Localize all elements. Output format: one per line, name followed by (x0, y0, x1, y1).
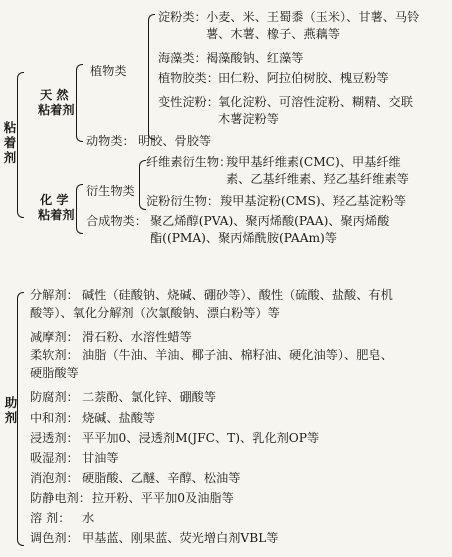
auxiliary-item-value: 酸等）、氧化分解剂（次氯酸钠、漂白粉等）等 (30, 306, 280, 320)
gum-value: 田仁粉、阿拉伯树胶、槐豆粉等 (218, 71, 389, 85)
auxiliary-brace (17, 292, 24, 546)
auxiliary-item-value: 拉开粉、平平加0及油脂等 (92, 491, 234, 505)
plant-brace (148, 14, 155, 140)
derivative-class: 衍生物类 (86, 184, 135, 198)
derivative-brace (139, 160, 146, 210)
auxiliary-item-value: 甲基蓝、刚果蓝、荧光增白剂VBL等 (82, 531, 279, 545)
auxiliary-item-value: 烧碱、盐酸等 (82, 411, 156, 425)
natural-line2: 粘着剂 (38, 103, 75, 117)
starch-deriv-label: 淀粉衍生物： (146, 194, 220, 208)
auxiliary-item-value: 硬脂酸等 (30, 366, 79, 380)
algae-label: 海藻类： (158, 51, 207, 65)
cellulose-line2: 素、乙基纤维素、羟乙基纤维素等 (226, 172, 409, 186)
chemical-line2: 粘着剂 (38, 208, 75, 222)
modified-line2: 木薯淀粉等 (218, 112, 279, 126)
auxiliary-item-label: 中和剂： (30, 411, 79, 425)
auxiliary-item-value: 滑石粉、水溶性蜡等 (82, 330, 192, 344)
auxiliary-item-label: 调色剂： (30, 531, 79, 545)
auxiliary-item-label: 浸透剂： (30, 431, 79, 445)
auxiliary-item-value: 二萘酚、氯化锌、硼酸等 (82, 390, 217, 404)
starch-deriv-value: 羧甲基淀粉(CMS)、羟乙基淀粉等 (220, 194, 406, 208)
root-auxiliary: 助剂 (4, 395, 18, 425)
auxiliary-item-label: 柔软剂： (30, 348, 79, 362)
auxiliary-item-label: 吸湿剂： (30, 451, 79, 465)
chemical-brace (76, 184, 83, 234)
natural-brace (76, 64, 83, 142)
auxiliary-item-label: 防腐剂： (30, 390, 79, 404)
starch-line2: 薯、木薯、橡子、燕藕等 (206, 27, 341, 41)
algae-value: 褐藻酸钠、红藻等 (206, 51, 304, 65)
auxiliary-item-value: 水 (82, 511, 95, 525)
root-adhesive: 粘着剂 (3, 120, 17, 165)
synthetic-line2: 酯((PMA)、聚丙烯酰胺(PAAm)等 (150, 231, 337, 245)
auxiliary-item-label: 防静电剂： (30, 491, 91, 505)
starch-line1: 小麦、米、王蜀黍（玉米）、甘薯、马铃 (206, 10, 420, 24)
synthetic-label: 合成物类： (86, 214, 147, 228)
auxiliary-item-label: 减摩剂： (30, 330, 79, 344)
modified-line1: 氧化淀粉、可溶性淀粉、糊精、交联 (218, 95, 413, 109)
auxiliary-item-label: 分解剂： (30, 288, 79, 302)
auxiliary-item-value: 碱性（硅酸钠、烧碱、硼砂等）、酸性（硫酸、盐酸、有机 (82, 288, 393, 302)
starch-label: 淀粉类： (158, 10, 207, 24)
auxiliary-item-label: 溶 剂： (30, 511, 71, 525)
auxiliary-item-value: 油脂（牛油、羊油、椰子油、棉籽油、硬化油等）、肥皂、 (82, 348, 393, 362)
synthetic-line1: 聚乙烯醇(PVA)、聚丙烯酸(PAA)、聚丙烯酸 (150, 214, 390, 228)
auxiliary-item-value: 硬脂酸、乙醚、辛醇、松油等 (82, 471, 241, 485)
animal-label: 动物类： (86, 134, 135, 148)
root-brace (17, 72, 24, 218)
plant-class: 植物类 (90, 64, 127, 78)
chemical-line1: 化 学 (40, 193, 69, 207)
cellulose-line1: 羧甲基纤维素(CMC)、甲基纤维 (226, 155, 401, 169)
cellulose-label: 纤维素衍生物： (146, 155, 232, 169)
auxiliary-item-label: 消泡剂： (30, 471, 79, 485)
auxiliary-item-value: 甘油等 (82, 451, 119, 465)
natural-line1: 天 然 (40, 88, 69, 102)
gum-label: 植物胶类： (158, 71, 219, 85)
modified-label: 变性淀粉： (158, 95, 219, 109)
auxiliary-item-value: 平平加0、浸透剂M(JFC、T)、乳化剂OP等 (82, 431, 320, 445)
animal-value: 明胶、骨胶等 (138, 134, 212, 148)
